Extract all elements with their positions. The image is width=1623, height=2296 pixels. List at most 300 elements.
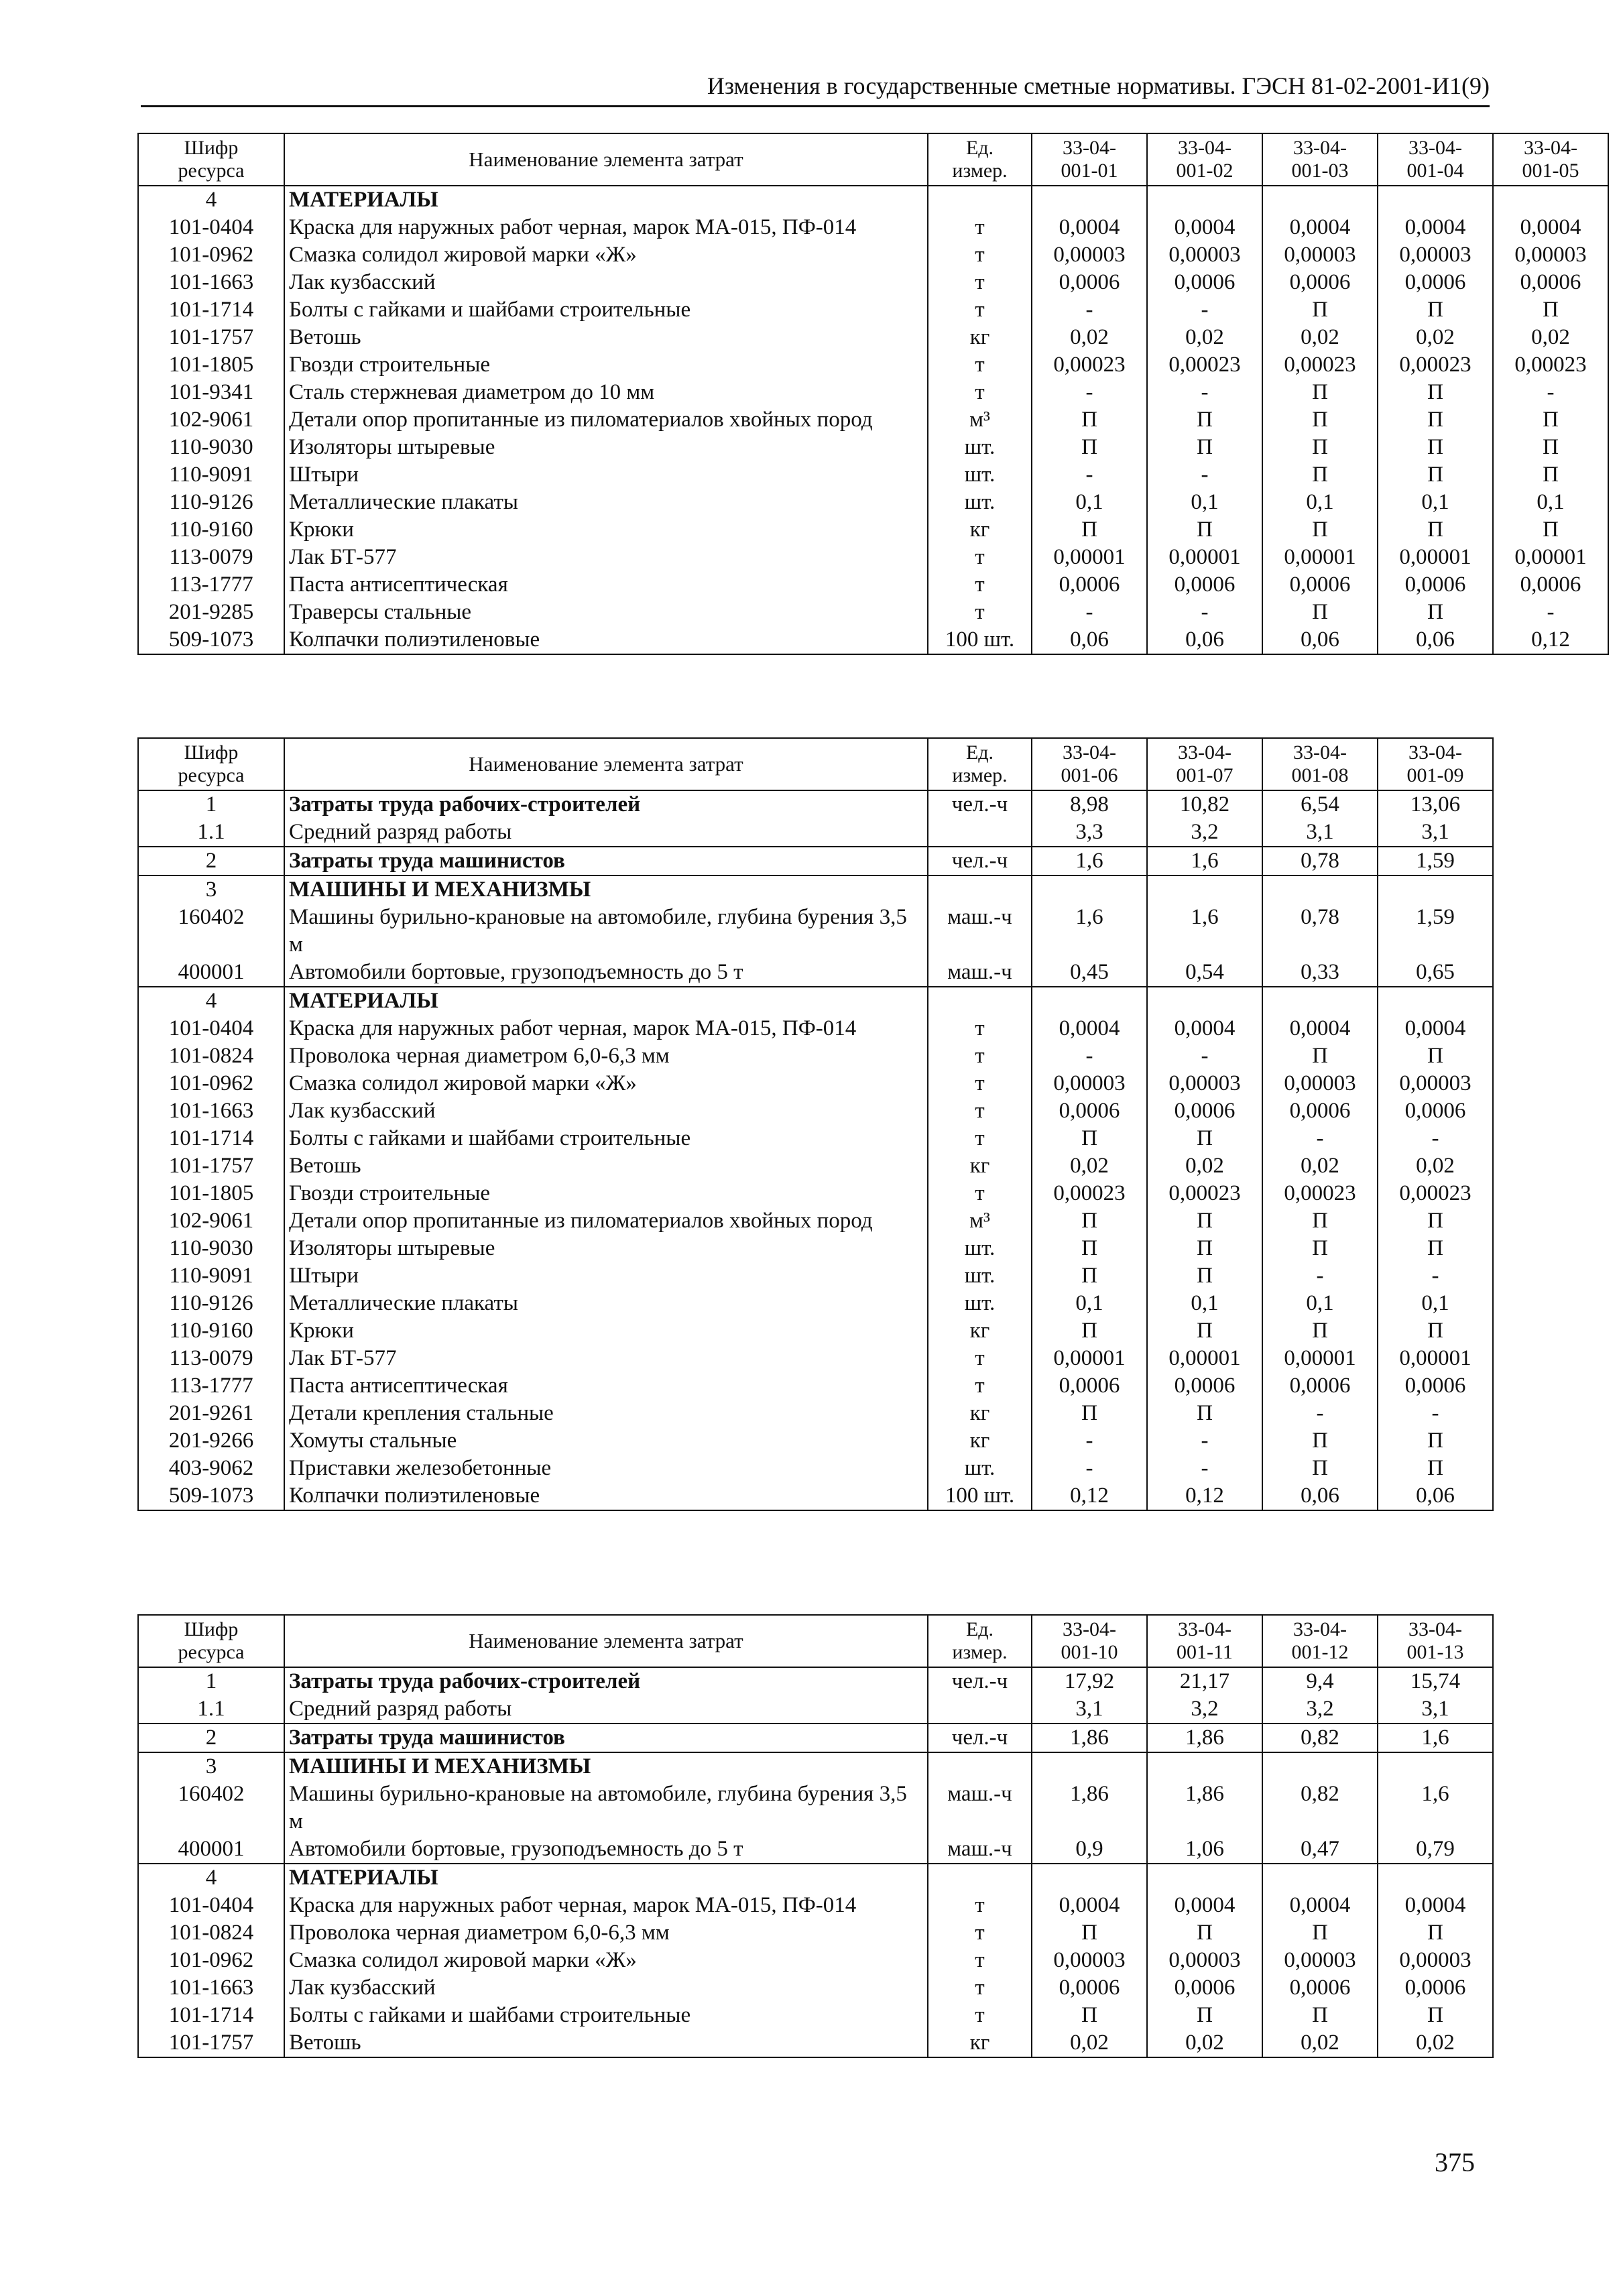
resource-unit: чел.-ч — [928, 790, 1032, 819]
resource-name: Детали опор пропитанные из пиломатериалов хвойных пород — [284, 406, 928, 434]
col-header-norm-code — [1262, 738, 1378, 790]
resource-value: П — [1262, 2002, 1378, 2029]
resource-value: П — [1378, 1042, 1493, 1070]
header-row — [138, 738, 1493, 790]
table-row — [138, 324, 1608, 351]
resource-value — [1378, 987, 1493, 1015]
resource-name: Проволока черная диаметром 6,0-6,3 мм — [284, 1042, 928, 1070]
resource-unit: т — [928, 1892, 1032, 1919]
resource-value: 0,02 — [1378, 2029, 1493, 2057]
section-row — [138, 875, 1493, 904]
resource-value: П — [1378, 1427, 1493, 1455]
resource-value: П — [1147, 1262, 1262, 1290]
resource-value: П — [1378, 379, 1493, 406]
resource-value: - — [1147, 599, 1262, 626]
resource-code: 101-1714 — [138, 1125, 284, 1152]
resource-value: 1,86 — [1032, 1780, 1147, 1835]
section-row — [138, 790, 1493, 819]
resource-value: 0,1 — [1378, 489, 1493, 516]
resource-value: - — [1147, 1042, 1262, 1070]
resource-code: 110-9160 — [138, 1317, 284, 1345]
resource-name: Траверсы стальные — [284, 599, 928, 626]
resource-unit: т — [928, 1070, 1032, 1097]
resource-value: 0,0004 — [1493, 214, 1608, 241]
section-row — [138, 1667, 1493, 1695]
resource-value — [1262, 1752, 1378, 1780]
resource-value: - — [1378, 1125, 1493, 1152]
resource-value: 0,0006 — [1147, 571, 1262, 599]
resource-name: Детали опор пропитанные из пиломатериалов хвойных пород — [284, 1207, 928, 1235]
resource-value: П — [1262, 1919, 1378, 1947]
resource-value: 0,9 — [1032, 1835, 1147, 1864]
resource-value: 0,54 — [1147, 959, 1262, 987]
table-row — [138, 1070, 1493, 1097]
col-header-code-line1: Шифр — [184, 741, 239, 764]
resource-value: 0,06 — [1378, 626, 1493, 654]
resource-value: П — [1032, 1207, 1147, 1235]
resource-unit — [928, 1752, 1032, 1780]
resource-unit — [928, 819, 1032, 847]
resource-value: П — [1493, 406, 1608, 434]
resource-name: Металлические плакаты — [284, 489, 928, 516]
resource-value: 10,82 — [1147, 790, 1262, 819]
col-header-code — [138, 1615, 284, 1667]
header-row — [138, 133, 1608, 186]
resource-name: Ветошь — [284, 2029, 928, 2057]
col-header-norm-code — [1378, 1615, 1493, 1667]
resource-code: 101-1805 — [138, 1180, 284, 1207]
resource-code: 1.1 — [138, 1695, 284, 1724]
resource-code: 110-9126 — [138, 489, 284, 516]
norm-code-line1: 33-04- — [1408, 1618, 1462, 1640]
resource-code: 113-0079 — [138, 1345, 284, 1372]
resource-value: 0,0004 — [1262, 1892, 1378, 1919]
resource-name: МАШИНЫ И МЕХАНИЗМЫ — [284, 875, 928, 904]
resource-value — [1378, 1864, 1493, 1892]
resource-value: 3,1 — [1262, 819, 1378, 847]
resource-value: 0,00023 — [1378, 1180, 1493, 1207]
resource-value: П — [1147, 434, 1262, 461]
resource-name: Затраты труда рабочих-строителей — [284, 1667, 928, 1695]
resource-value: 0,00003 — [1032, 1070, 1147, 1097]
resource-value: 0,0004 — [1378, 1015, 1493, 1042]
resource-value: П — [1032, 1235, 1147, 1262]
resource-name: Болты с гайками и шайбами строительные — [284, 2002, 928, 2029]
table-row — [138, 626, 1608, 654]
resource-value: 0,12 — [1032, 1482, 1147, 1510]
norm-code-line2: 001-04 — [1406, 160, 1464, 182]
col-header-norm-code — [1032, 133, 1147, 186]
norm-code-line2: 001-05 — [1522, 160, 1579, 182]
resource-name: Автомобили бортовые, грузоподъемность до 5 т — [284, 959, 928, 987]
resource-name: Краска для наружных работ черная, марок МА-015, ПФ-014 — [284, 1892, 928, 1919]
resource-unit: т — [928, 1180, 1032, 1207]
table-row — [138, 1780, 1493, 1835]
table-row — [138, 1892, 1493, 1919]
resource-unit: т — [928, 1042, 1032, 1070]
resource-value: П — [1032, 1317, 1147, 1345]
resource-code: 201-9285 — [138, 599, 284, 626]
resource-table — [137, 737, 1494, 1511]
resource-value — [1147, 1752, 1262, 1780]
col-header-name: Наименование элемента затрат — [284, 1615, 928, 1667]
resource-value: 0,00023 — [1262, 351, 1378, 379]
norm-code-line2: 001-08 — [1291, 764, 1349, 786]
running-title: Изменения в государственные сметные нормативы. ГЭСН 81-02-2001-И1(9) — [707, 72, 1490, 99]
resource-value: 0,02 — [1262, 324, 1378, 351]
resource-value — [1378, 875, 1493, 904]
resource-value: 3,2 — [1147, 1695, 1262, 1724]
resource-value: 0,12 — [1493, 626, 1608, 654]
resource-value: П — [1378, 1919, 1493, 1947]
norm-code-line1: 33-04- — [1293, 137, 1347, 159]
section-row — [138, 987, 1493, 1015]
table-row — [138, 434, 1608, 461]
resource-value: 0,00003 — [1032, 1947, 1147, 1974]
table-row — [138, 959, 1493, 987]
resource-value: 0,00001 — [1032, 1345, 1147, 1372]
resource-unit: т — [928, 544, 1032, 571]
table-row — [138, 1015, 1493, 1042]
resource-value: 8,98 — [1032, 790, 1147, 819]
table-row — [138, 489, 1608, 516]
resource-value: П — [1032, 2002, 1147, 2029]
resource-value: П — [1378, 296, 1493, 324]
resource-value: 0,1 — [1262, 1290, 1378, 1317]
resource-value: 0,06 — [1262, 1482, 1378, 1510]
resource-value: 0,0004 — [1032, 1015, 1147, 1042]
resource-code: 101-1757 — [138, 324, 284, 351]
resource-code: 400001 — [138, 959, 284, 987]
resource-value: 0,0006 — [1378, 571, 1493, 599]
resource-value: П — [1262, 379, 1378, 406]
resource-value: - — [1147, 461, 1262, 489]
resource-value — [1262, 186, 1378, 214]
resource-name: Металлические плакаты — [284, 1290, 928, 1317]
resource-value: - — [1032, 1042, 1147, 1070]
resource-unit: т — [928, 2002, 1032, 2029]
table-row — [138, 2029, 1493, 2057]
resource-value: П — [1378, 1207, 1493, 1235]
resource-value: 0,78 — [1262, 904, 1378, 959]
resource-value: 0,0004 — [1378, 214, 1493, 241]
resource-unit: кг — [928, 516, 1032, 544]
resource-value: 0,00023 — [1032, 351, 1147, 379]
norm-code-line1: 33-04- — [1178, 741, 1231, 764]
resource-value — [1378, 186, 1493, 214]
resource-code: 101-0962 — [138, 1947, 284, 1974]
resource-value: П — [1262, 1042, 1378, 1070]
resource-value: 0,1 — [1032, 489, 1147, 516]
resource-name: Краска для наружных работ черная, марок МА-015, ПФ-014 — [284, 214, 928, 241]
resource-value: П — [1147, 2002, 1262, 2029]
resource-name: Средний разряд работы — [284, 1695, 928, 1724]
resource-value: 0,47 — [1262, 1835, 1378, 1864]
col-header-name: Наименование элемента затрат — [284, 738, 928, 790]
resource-unit: шт. — [928, 1235, 1032, 1262]
resource-value: - — [1147, 1455, 1262, 1482]
resource-unit: шт. — [928, 434, 1032, 461]
col-header-unit — [928, 133, 1032, 186]
resource-value: П — [1378, 461, 1493, 489]
norm-code-line2: 001-06 — [1061, 764, 1118, 786]
resource-value: 0,02 — [1032, 2029, 1147, 2057]
resource-value: 0,06 — [1262, 626, 1378, 654]
col-header-code — [138, 738, 284, 790]
col-header-norm-code — [1032, 1615, 1147, 1667]
resource-unit: чел.-ч — [928, 1724, 1032, 1752]
resource-unit: чел.-ч — [928, 1667, 1032, 1695]
table-row — [138, 1695, 1493, 1724]
resource-value: 0,02 — [1262, 2029, 1378, 2057]
norms-table-2 — [137, 737, 1494, 1511]
resource-value: 0,00003 — [1378, 1947, 1493, 1974]
table-row — [138, 1835, 1493, 1864]
resource-unit: т — [928, 1947, 1032, 1974]
resource-name: Изоляторы штыревые — [284, 434, 928, 461]
resource-unit: т — [928, 1919, 1032, 1947]
resource-value: П — [1493, 434, 1608, 461]
resource-value: - — [1032, 1455, 1147, 1482]
resource-value: 1,6 — [1378, 1780, 1493, 1835]
resource-value: П — [1378, 406, 1493, 434]
table-row — [138, 516, 1608, 544]
resource-value: 0,1 — [1493, 489, 1608, 516]
resource-value: 3,2 — [1262, 1695, 1378, 1724]
resource-value: 0,0006 — [1262, 1372, 1378, 1400]
resource-value: П — [1262, 1207, 1378, 1235]
resource-value: П — [1032, 1400, 1147, 1427]
resource-value: 0,00023 — [1378, 351, 1493, 379]
resource-unit: т — [928, 379, 1032, 406]
resource-value: 0,06 — [1032, 626, 1147, 654]
resource-code: 2 — [138, 1724, 284, 1752]
resource-code: 102-9061 — [138, 1207, 284, 1235]
resource-unit: маш.-ч — [928, 904, 1032, 959]
col-header-code-line1: Шифр — [184, 137, 239, 159]
col-header-unit-line1: Ед. — [965, 137, 994, 159]
resource-value: П — [1032, 406, 1147, 434]
norm-code-line2: 001-09 — [1406, 764, 1464, 786]
resource-value: П — [1032, 434, 1147, 461]
col-header-code-line1: Шифр — [184, 1618, 239, 1640]
table-row — [138, 2002, 1493, 2029]
table-row — [138, 599, 1608, 626]
resource-value: 1,59 — [1378, 847, 1493, 875]
resource-value: 0,1 — [1378, 1290, 1493, 1317]
resource-value: 0,0006 — [1147, 1974, 1262, 2002]
norm-code-line2: 001-13 — [1406, 1641, 1464, 1663]
col-header-unit-line2: измер. — [952, 1641, 1008, 1663]
resource-unit: т — [928, 351, 1032, 379]
resource-value: 0,0006 — [1262, 571, 1378, 599]
table-row — [138, 241, 1608, 269]
resource-value: П — [1262, 434, 1378, 461]
resource-value: - — [1378, 1400, 1493, 1427]
table-row — [138, 904, 1493, 959]
resource-name: Хомуты стальные — [284, 1427, 928, 1455]
resource-value: 0,0004 — [1032, 214, 1147, 241]
resource-value: 0,0006 — [1032, 269, 1147, 296]
resource-code: 110-9030 — [138, 434, 284, 461]
resource-name: МАТЕРИАЛЫ — [284, 1864, 928, 1892]
resource-value: 0,0006 — [1147, 269, 1262, 296]
resource-unit: 100 шт. — [928, 1482, 1032, 1510]
table-row — [138, 1455, 1493, 1482]
section-row — [138, 186, 1608, 214]
resource-code: 1 — [138, 1667, 284, 1695]
table-row — [138, 1207, 1493, 1235]
resource-value: 0,02 — [1378, 1152, 1493, 1180]
col-header-norm-code — [1262, 1615, 1378, 1667]
table-row — [138, 1180, 1493, 1207]
resource-unit: м³ — [928, 406, 1032, 434]
resource-name: Краска для наружных работ черная, марок МА-015, ПФ-014 — [284, 1015, 928, 1042]
resource-value: - — [1147, 379, 1262, 406]
resource-name: Болты с гайками и шайбами строительные — [284, 1125, 928, 1152]
resource-value: 0,02 — [1493, 324, 1608, 351]
resource-code: 160402 — [138, 1780, 284, 1835]
resource-value: П — [1378, 599, 1493, 626]
resource-value: - — [1262, 1262, 1378, 1290]
section-row — [138, 847, 1493, 875]
resource-code: 101-1757 — [138, 2029, 284, 2057]
resource-unit: кг — [928, 1400, 1032, 1427]
resource-value — [1262, 987, 1378, 1015]
table-row — [138, 1317, 1493, 1345]
norm-code-line2: 001-02 — [1176, 160, 1234, 182]
col-header-code-line2: ресурса — [178, 764, 245, 786]
resource-name: МАТЕРИАЛЫ — [284, 987, 928, 1015]
table-row — [138, 1125, 1493, 1152]
resource-unit: т — [928, 1015, 1032, 1042]
resource-value: 0,0006 — [1032, 1097, 1147, 1125]
resource-value: 0,00001 — [1262, 544, 1378, 571]
resource-value: - — [1493, 379, 1608, 406]
norm-code-line1: 33-04- — [1178, 1618, 1231, 1640]
resource-code: 201-9261 — [138, 1400, 284, 1427]
resource-value: П — [1262, 1427, 1378, 1455]
resource-value: 0,0006 — [1378, 1372, 1493, 1400]
resource-value: 0,45 — [1032, 959, 1147, 987]
resource-value: 0,02 — [1032, 1152, 1147, 1180]
col-header-code-line2: ресурса — [178, 160, 245, 182]
resource-value: 3,1 — [1032, 1695, 1147, 1724]
resource-name: Машины бурильно-крановые на автомобиле, глубина бурения 3,5 м — [284, 1780, 928, 1835]
resource-value: П — [1147, 1125, 1262, 1152]
resource-value: 0,0006 — [1032, 571, 1147, 599]
table-row — [138, 1372, 1493, 1400]
resource-value: 0,00003 — [1378, 241, 1493, 269]
resource-value: П — [1147, 1400, 1262, 1427]
resource-name: Паста антисептическая — [284, 1372, 928, 1400]
table-row — [138, 1152, 1493, 1180]
resource-unit: чел.-ч — [928, 847, 1032, 875]
resource-value: 0,79 — [1378, 1835, 1493, 1864]
resource-name: Крюки — [284, 1317, 928, 1345]
resource-code: 4 — [138, 1864, 284, 1892]
resource-value: 0,0006 — [1262, 269, 1378, 296]
resource-name: Средний разряд работы — [284, 819, 928, 847]
resource-value: 1,06 — [1147, 1835, 1262, 1864]
resource-code: 101-0824 — [138, 1919, 284, 1947]
resource-value: 0,0004 — [1262, 214, 1378, 241]
norm-code-line1: 33-04- — [1408, 137, 1462, 159]
resource-value: П — [1147, 1317, 1262, 1345]
resource-code: 110-9030 — [138, 1235, 284, 1262]
resource-value — [1032, 186, 1147, 214]
resource-value: 0,0004 — [1262, 1015, 1378, 1042]
resource-value: 0,02 — [1262, 1152, 1378, 1180]
resource-code: 113-1777 — [138, 1372, 284, 1400]
resource-value: 0,00003 — [1147, 1070, 1262, 1097]
resource-value: 6,54 — [1262, 790, 1378, 819]
resource-value: 17,92 — [1032, 1667, 1147, 1695]
col-header-norm-code — [1147, 133, 1262, 186]
section-row — [138, 1724, 1493, 1752]
norm-code-line1: 33-04- — [1293, 741, 1347, 764]
norm-code-line1: 33-04- — [1408, 741, 1462, 764]
resource-value: 0,00023 — [1032, 1180, 1147, 1207]
resource-name: Смазка солидол жировой марки «Ж» — [284, 241, 928, 269]
resource-name: Затраты труда машинистов — [284, 1724, 928, 1752]
resource-code: 101-1663 — [138, 1974, 284, 2002]
resource-value: - — [1147, 1427, 1262, 1455]
resource-code: 160402 — [138, 904, 284, 959]
resource-code: 113-1777 — [138, 571, 284, 599]
resource-value: П — [1378, 516, 1493, 544]
resource-unit: 100 шт. — [928, 626, 1032, 654]
resource-value — [1032, 1864, 1147, 1892]
resource-name: Сталь стержневая диаметром до 10 мм — [284, 379, 928, 406]
resource-value: 0,1 — [1147, 489, 1262, 516]
resource-value: П — [1032, 1125, 1147, 1152]
resource-value: П — [1262, 1455, 1378, 1482]
resource-value: П — [1262, 406, 1378, 434]
resource-value: 1,86 — [1147, 1780, 1262, 1835]
resource-value: П — [1378, 1455, 1493, 1482]
resource-value: П — [1493, 461, 1608, 489]
norm-code-line2: 001-11 — [1177, 1641, 1233, 1663]
resource-value: 0,0006 — [1032, 1974, 1147, 2002]
resource-value — [1147, 987, 1262, 1015]
norm-code-line1: 33-04- — [1293, 1618, 1347, 1640]
resource-name: Детали крепления стальные — [284, 1400, 928, 1427]
resource-unit: кг — [928, 1152, 1032, 1180]
resource-code: 101-0404 — [138, 214, 284, 241]
resource-unit: маш.-ч — [928, 1835, 1032, 1864]
resource-unit — [928, 1695, 1032, 1724]
resource-value: 0,00003 — [1262, 1947, 1378, 1974]
resource-value: - — [1032, 599, 1147, 626]
resource-unit: шт. — [928, 1455, 1032, 1482]
resource-value: 0,12 — [1147, 1482, 1262, 1510]
resource-code: 3 — [138, 875, 284, 904]
norm-code-line1: 33-04- — [1063, 1618, 1116, 1640]
norm-code-line2: 001-01 — [1061, 160, 1118, 182]
resource-value: 3,2 — [1147, 819, 1262, 847]
resource-value: П — [1147, 1207, 1262, 1235]
resource-code: 113-0079 — [138, 544, 284, 571]
col-header-unit-line1: Ед. — [965, 741, 994, 764]
resource-unit: шт. — [928, 461, 1032, 489]
resource-unit: т — [928, 241, 1032, 269]
resource-value: 1,6 — [1032, 904, 1147, 959]
resource-code: 403-9062 — [138, 1455, 284, 1482]
resource-value: 21,17 — [1147, 1667, 1262, 1695]
resource-value: 0,02 — [1147, 2029, 1262, 2057]
resource-unit: т — [928, 571, 1032, 599]
